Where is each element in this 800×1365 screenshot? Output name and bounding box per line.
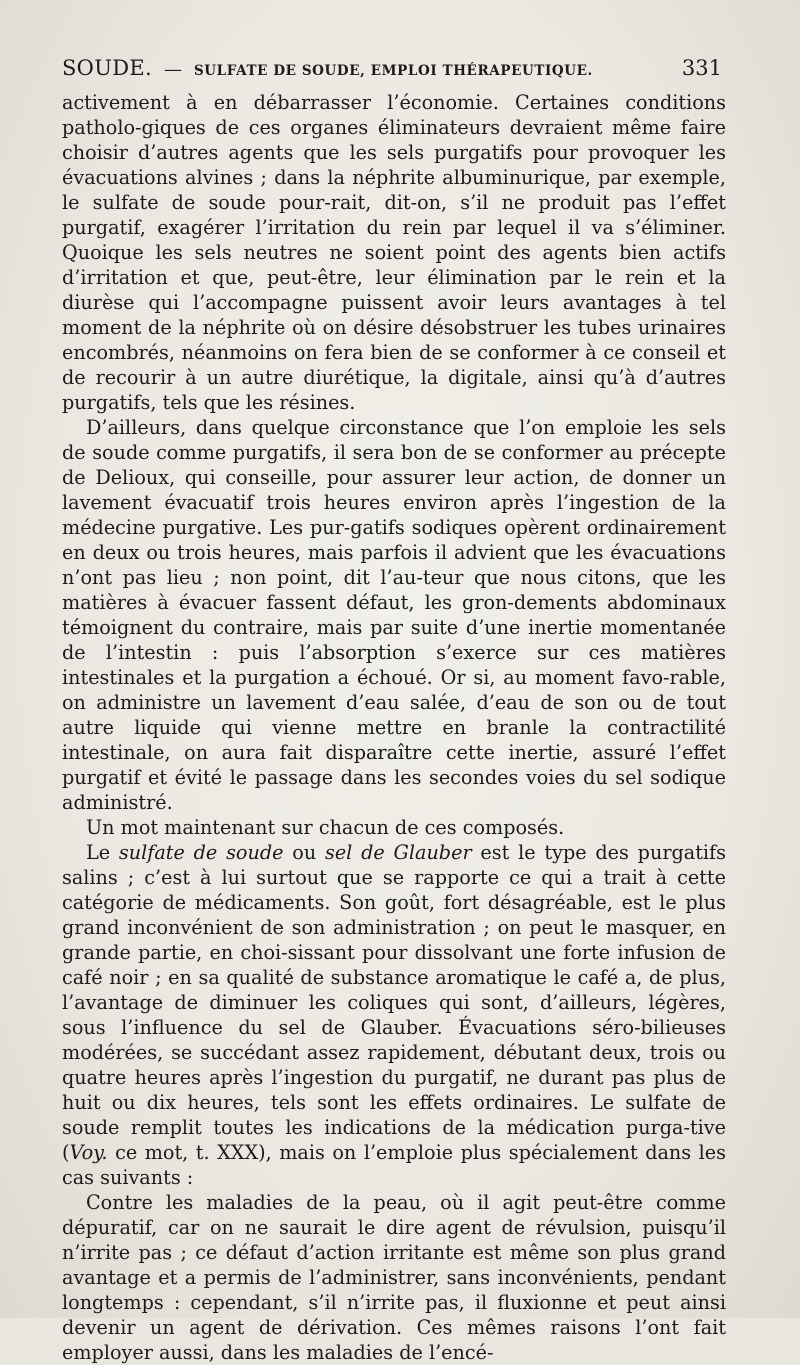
paragraph-text: D’ailleurs, dans quelque circonstance que l’on emploie les sels de soude comme purgatifs, il sera bon de se conformer au précepte de Delioux, qui conseille, pour assurer leur action, de donner un lavement évacuatif trois heures environ après l’ingestion de la médecine purgative. Les pur-gatifs sodiques opèrent ordinairement en deux ou trois heures, mais parfois il advient que les évacuations n’ont pas lieu ; non point, dit l’au-teur que nous citons, que les matières à évacuer fassent défaut, les gron-dements abdominaux témoignent du contraire, mais par suite d’une inertie momentanée de l’intestin : puis l’absorption s’exerce sur ces matières intestinales et la purgation a échoué. Or si, au moment favo-rable, on administre un lavement d’eau salée, d’eau de son ou de tout autre liquide qui vienne mettre en branle la contractilité intestinale, on aura fait disparaître cette inertie, assuré l’effet purgatif et évité le passage dans les secondes voies du sel sodique administré. bbox=[62, 416, 726, 814]
paragraph-text: Le bbox=[86, 841, 119, 864]
paragraph-p2 bbox=[62, 415, 726, 815]
italic-term: Voy. bbox=[69, 1141, 108, 1164]
body-text bbox=[62, 90, 726, 1365]
paragraph-text: Un mot maintenant sur chacun de ces composés. bbox=[86, 816, 565, 839]
paragraph-text: activement à en débarrasser l’économie. Certaines conditions patholo-giques de ces organes éliminateurs devraient même faire choisir d’autres agents que les sels purgatifs pour provoquer les évacuations alvines ; dans la néphrite albuminurique, par exemple, le sulfate de soude pour-rait, dit-on, s’il ne produit pas l’effet purgatif, exagérer l’irritation du rein par lequel il va s’éliminer. Quoique les sels neutres ne soient point des agents bien actifs d’irritation et que, peut-être, leur élimination par le rein et la diurèse qui l’accompagne puissent avoir leurs avantages à tel moment de la néphrite où on désire désobstruer les tubes urinaires encombrés, néanmoins on fera bien de se conformer à ce conseil et de recourir à un autre diurétique, la digitale, ainsi qu’à d’autres purgatifs, tels que les résines. bbox=[62, 91, 726, 414]
header-subtitle: SULFATE DE SOUDE, EMPLOI THÉRAPEUTIQUE. bbox=[193, 63, 593, 79]
header-dash: — bbox=[163, 59, 182, 80]
paragraph-p3 bbox=[62, 815, 726, 840]
paragraph-text: est le type des purgatifs salins ; c’est à lui surtout que se rapporte ce qui a trait à cette catégorie de médicaments. Son goût, fort désagréable, est le plus grand inconvénient de son administration ; on peut le masquer, en grande partie, en choi-sissant pour dissolvant une forte infusion de café noir ; en sa qualité de substance aromatique le café a, de plus, l’avantage de diminuer les coliques qui sont, d’ailleurs, légères, sous l’influence du sel de Glauber. Évacuations séro-bilieuses modérées, se succédant assez rapidement, débutant deux, trois ou quatre heures après l’ingestion du purgatif, ne durant pas plus de huit ou dix heures, tels sont les effets ordinaires. Le sulfate de soude remplit toutes les indications de la médication purga-tive ( bbox=[62, 841, 727, 1164]
paragraph-text: ou bbox=[283, 841, 325, 864]
italic-term: sel de Glauber bbox=[324, 841, 472, 864]
italic-term: sulfate de soude bbox=[118, 841, 284, 864]
paragraph-p1 bbox=[62, 90, 726, 415]
page-number: 331 bbox=[681, 56, 722, 80]
paragraph-text: ce mot, t. XXX), mais on l’emploie plus spécialement dans les cas suivants : bbox=[62, 1141, 726, 1189]
paragraph-text: Contre les maladies de la peau, où il agit peut-être comme dépuratif, car on ne saurait le dire agent de révulsion, puisqu’il n’irrite pas ; ce défaut d’action irritante est même son plus grand avantage et a permis de l’administrer, sans inconvénients, pendant longtemps : cependant, s’il n’irrite pas, il fluxionne et peut ainsi devenir un agent de dérivation. Ces mêmes raisons l’ont fait employer aussi, dans les maladies de l’encé- bbox=[62, 1191, 726, 1364]
paragraph-p5 bbox=[62, 1190, 726, 1365]
header-title: SOUDE. bbox=[62, 56, 152, 80]
paragraph-p4 bbox=[62, 840, 726, 1190]
running-header bbox=[62, 56, 722, 82]
